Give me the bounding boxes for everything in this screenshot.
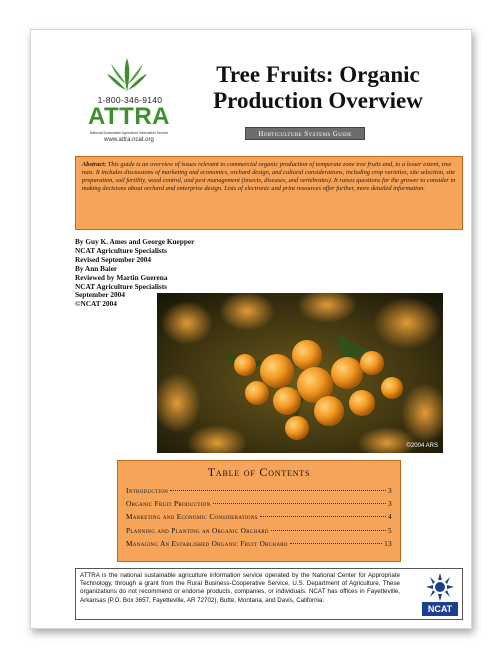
website-link[interactable]: www.attra.ncat.org xyxy=(104,137,154,143)
sun-icon xyxy=(424,572,456,602)
table-of-contents xyxy=(117,460,401,562)
orange-tree-photo xyxy=(157,293,443,453)
toc-item-label: Organic Fruit Production xyxy=(126,499,211,509)
credit-line: NCAT Agriculture Specialists xyxy=(75,281,168,291)
toc-page-number: 5 xyxy=(388,525,392,535)
credit-line: Reviewed by Martin Guerena xyxy=(75,272,168,282)
phone-number: 1-800-346-9140 xyxy=(97,95,163,105)
toc-item-label: Managing An Established Organic Fruit Orchard xyxy=(126,538,288,548)
toc-leader-dots xyxy=(271,530,386,531)
toc-item-introduction[interactable] xyxy=(126,486,392,499)
toc-leader-dots xyxy=(290,543,382,544)
toc-item-label: Planning and Planting an Organic Orchard xyxy=(126,525,269,535)
toc-leader-dots xyxy=(170,490,386,491)
abstract-box xyxy=(75,156,463,230)
toc-leader-dots xyxy=(213,503,387,504)
toc-page-number: 4 xyxy=(388,512,392,522)
toc-page-number: 3 xyxy=(388,499,392,509)
photo-credit: ©2004 ARS xyxy=(406,443,438,449)
abstract-text: This guide is an overview of issues relevant to commercial organic production of temperate zone tree fruits and, to a lesser extent, tree nuts. It includes discussions of marketing and economics, orchard design, and cultural considerations, including crop varieties, site selection, site preparation, soil fertility, weed control, and pest management (insects, diseases, and vertebrates). It raises questions for the grower to consider in making decisions about orchard and enterprise design. Lists of electronic and print resources offer further, more detailed information. xyxy=(82,161,456,193)
attra-tagline: National Sustainable Agriculture Information Service xyxy=(89,131,169,135)
ncat-wordmark: NCAT xyxy=(422,602,458,616)
toc-item-managing[interactable] xyxy=(126,539,392,552)
credit-line: By Guy K. Ames and George Kuepper xyxy=(75,237,195,246)
credit-line: September 2004 xyxy=(75,290,125,300)
toc-item-label: Introduction xyxy=(126,486,169,495)
toc-page-number: 3 xyxy=(388,486,392,495)
credit-line: By Ann Baier xyxy=(75,263,118,273)
attra-footer xyxy=(75,568,463,620)
credit-line: ©NCAT 2004 xyxy=(75,299,117,309)
credit-line: Revised September 2004 xyxy=(75,254,152,264)
toc-leader-dots xyxy=(260,516,386,517)
footer-text: ATTRA is the national sustainable agriculture information service operated by the National Center for Appropriate Technology, through a grant from the Rural Business-Cooperative Service, U.S. Department of Agriculture. These organizations do not recommend or endorse products, companies, or individuals. NCAT has offices in Fayetteville, Arkansas (P.O. Box 3657, Fayetteville, AR 72702), Butte, Montana, and Davis, California. xyxy=(80,572,400,604)
credit-line: NCAT Agriculture Specialists xyxy=(75,245,168,255)
toc-item-planning[interactable] xyxy=(126,526,392,539)
document-page xyxy=(30,29,472,629)
attra-wordmark: ATTRA xyxy=(87,103,171,130)
series-badge: Horticulture Systems Guide xyxy=(245,127,365,140)
document-title: Tree Fruits: Organic Production Overview xyxy=(213,62,423,113)
toc-item-organic-fruit-production[interactable] xyxy=(126,499,392,512)
toc-item-marketing[interactable] xyxy=(126,512,392,525)
attra-logo xyxy=(79,52,179,152)
toc-title: Table of Contents xyxy=(207,465,311,479)
toc-page-number: 13 xyxy=(384,538,392,548)
abstract-label: Abstract: xyxy=(82,161,107,168)
ncat-logo xyxy=(422,572,458,616)
leaf-icon xyxy=(101,54,153,94)
toc-item-label: Marketing and Economic Considerations xyxy=(126,512,258,522)
